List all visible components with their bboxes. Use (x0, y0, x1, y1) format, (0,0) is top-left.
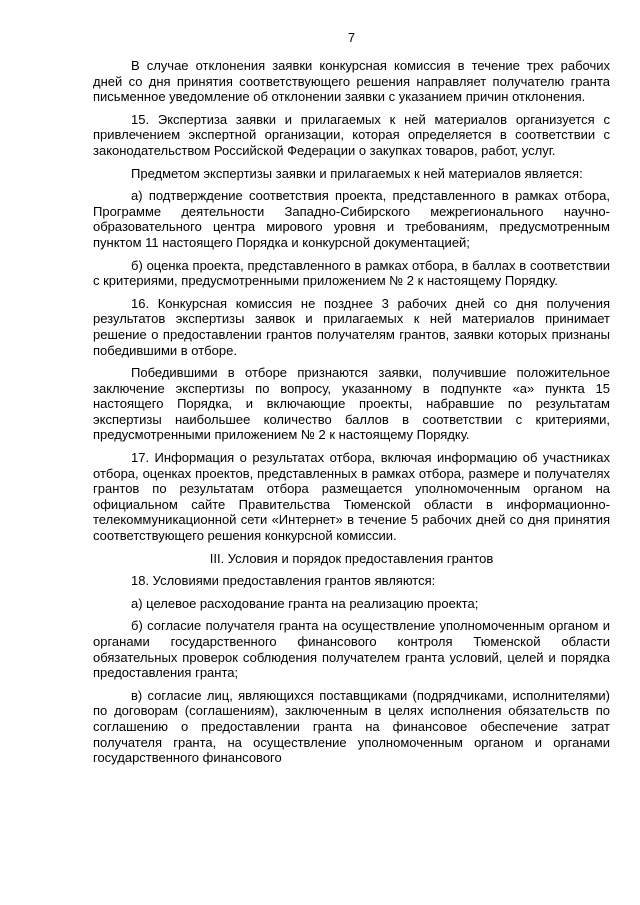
paragraph-expertise-subject: Предметом экспертизы заявки и прилагаемых к ней материалов является: (131, 165, 583, 181)
paragraph-17-information: 17. Информация о результатах отбора, включая информацию об участниках отбора, оценках проектов, представленных в рамках отбора, размере и получателях грантов по результатам отбора размещается уполномоченным органом на официальном сайте Правительства Тюменской области в информационно-телекоммуникационной сети «Интернет» в течение 5 рабочих дней со дня принятия соответствующего решения конкурсной комиссии. (93, 450, 610, 544)
paragraph-condition-a: а) целевое расходование гранта на реализацию проекта; (131, 595, 479, 611)
paragraph-rejection-notice: В случае отклонения заявки конкурсная комиссия в течение трех рабочих дней со дня принятия соответствующего решения направляет получателю гранта письменное уведомление об отклонении заявки с указанием причин отклонения. (93, 58, 610, 105)
paragraph-winners: Победившими в отборе признаются заявки, получившие положительное заключение экспертизы по вопросу, указанному в подпункте «а» пункта 15 настоящего Порядка, и включающие проекты, набравшие по результатам экспертизы наибольшее количество баллов в соответствии с критериями, предусмотренными приложением № 2 к настоящему Порядку. (93, 365, 610, 443)
paragraph-condition-b: б) согласие получателя гранта на осуществление уполномоченным органом и органами государственного финансового контроля Тюменской области обязательных проверок соблюдения получателем гранта условий, целей и порядка предоставления гранта; (93, 618, 610, 681)
document-page (93, 30, 610, 773)
paragraph-18-conditions: 18. Условиями предоставления грантов являются: (131, 573, 436, 589)
paragraph-condition-c: в) согласие лиц, являющихся поставщиками (подрядчиками, исполнителями) по договорам (соглашениям), заключенным в целях исполнения обязательств по соглашению о предоставлении гранта на финансовое обеспечение затрат получателя гранта, на осуществление уполномоченным органом и органами государственного финансового (93, 687, 610, 766)
paragraph-item-b: б) оценка проекта, представленного в рамках отбора, в баллах в соответствии с критериями, предусмотренными приложением № 2 к настоящему Порядку. (93, 257, 610, 289)
paragraph-16-decision: 16. Конкурсная комиссия не позднее 3 рабочих дней со дня получения результатов экспертизы заявок и прилагаемых к ней материалов принимает решение о предоставлении грантов получателям грантов, заявки которых признаны победившими в отборе. (93, 295, 610, 358)
paragraph-15-expertise: 15. Экспертиза заявки и прилагаемых к ней материалов организуется с привлечением экспертной организации, которая определяется в соответствии с законодательством Российской Федерации о закупках товаров, работ, услуг. (93, 111, 610, 158)
section-heading: III. Условия и порядок предоставления грантов (209, 550, 494, 566)
paragraph-item-a: а) подтверждение соответствия проекта, представленного в рамках отбора, Программе деятельности Западно-Сибирского межрегионального научно-образовательного центра мирового уровня и требованиям, предусмотренным пунктом 11 настоящего Порядка и конкурсной документацией; (93, 188, 610, 250)
page-number: 7 (347, 30, 356, 45)
